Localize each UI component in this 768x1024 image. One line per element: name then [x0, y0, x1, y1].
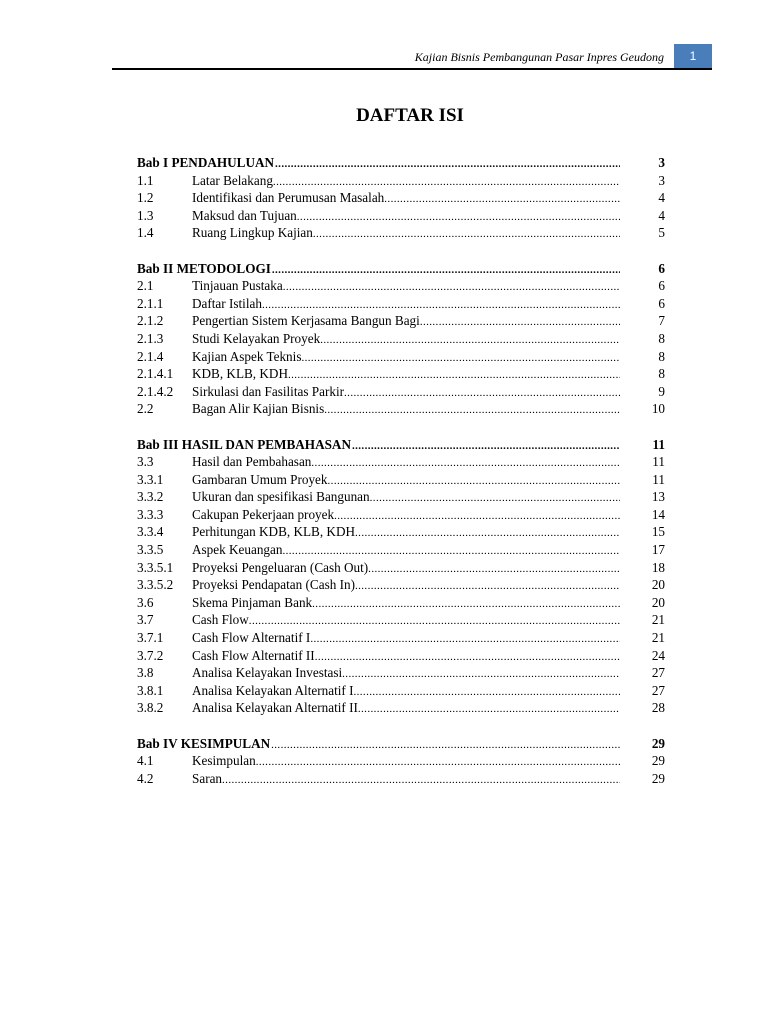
toc-entry-number: 1.2 [137, 190, 154, 206]
toc-chapter-title: Bab III HASIL DAN PEMBAHASAN [137, 436, 351, 452]
toc-chapter-row[interactable] [137, 260, 665, 278]
toc-entry-title: Studi Kelayakan Proyek [192, 330, 321, 346]
toc-leader-dots [310, 631, 620, 649]
toc-entry-number: 1.1 [137, 172, 154, 188]
toc-leader-dots [352, 438, 620, 456]
toc-entry-title: Saran [192, 770, 223, 786]
toc-entry-title: Analisa Kelayakan Alternatif I [192, 682, 354, 698]
toc-page-number: 6 [658, 278, 665, 294]
toc-page-number: 20 [651, 577, 665, 593]
toc-entry-title: Identifikasi dan Perumusan Masalah [192, 190, 385, 206]
page-title: DAFTAR ISI [356, 105, 464, 126]
toc-entry-row[interactable] [137, 682, 665, 700]
toc-entry-row[interactable] [137, 629, 665, 647]
toc-leader-dots [355, 578, 620, 596]
toc-page-number: 14 [651, 506, 665, 522]
toc-page-number: 6 [658, 260, 665, 276]
toc-entry-title: Sirkulasi dan Fasilitas Parkir [192, 383, 345, 399]
toc-entry-row[interactable] [137, 348, 665, 366]
toc-page-number: 6 [658, 295, 665, 311]
toc-page-number: 29 [651, 770, 665, 786]
toc-entry-row[interactable] [137, 752, 665, 770]
toc-entry-title: Cash Flow Alternatif I [192, 630, 311, 646]
toc-entry-row[interactable] [137, 453, 665, 471]
toc-chapter-row[interactable] [137, 436, 665, 454]
toc-entry-row[interactable] [137, 365, 665, 383]
toc-entry-row[interactable] [137, 488, 665, 506]
toc-entry-number: 3.6 [137, 594, 154, 610]
toc-leader-dots [353, 684, 620, 702]
toc-leader-dots [370, 490, 620, 508]
toc-entry-number: 1.3 [137, 207, 154, 223]
toc-leader-dots [344, 385, 620, 403]
toc-page-number: 8 [658, 366, 665, 382]
toc-entry-title: Cash Flow Alternatif II [192, 647, 315, 663]
toc-page-number: 8 [658, 348, 665, 364]
toc-entry-title: Bagan Alir Kajian Bisnis [192, 401, 325, 417]
toc-chapter-row[interactable] [137, 735, 665, 753]
toc-leader-dots [315, 649, 620, 667]
toc-entry-title: Gambaran Umum Proyek [192, 471, 328, 487]
toc-entry-title: Maksud dan Tujuan [192, 207, 297, 223]
toc-entry-number: 3.8.2 [137, 700, 164, 716]
toc-entry-row[interactable] [137, 611, 665, 629]
toc-entry-title: Cash Flow [192, 612, 249, 628]
toc-entry-number: 3.7.1 [137, 630, 164, 646]
toc-entry-number: 2.2 [137, 401, 154, 417]
toc-entry-title: Proyeksi Pendapatan (Cash In) [192, 577, 355, 593]
toc-leader-dots [420, 314, 620, 332]
toc-entry-row[interactable] [137, 541, 665, 559]
toc-page-number: 4 [658, 190, 665, 206]
toc-page-number: 3 [658, 172, 665, 188]
toc-entry-title: Proyeksi Pengeluaran (Cash Out) [192, 559, 369, 575]
toc-leader-dots [355, 525, 620, 543]
toc-leader-dots [311, 455, 620, 473]
toc-page-number: 29 [651, 753, 665, 769]
toc-entry-title: Aspek Keuangan [192, 542, 283, 558]
toc-entry-title: Daftar Istilah [192, 295, 262, 311]
toc-entry-row[interactable] [137, 224, 665, 242]
toc-page-number: 3 [658, 155, 665, 170]
toc-entry-row[interactable] [137, 172, 665, 190]
table-of-contents [137, 154, 665, 787]
toc-page-number: 21 [651, 612, 665, 628]
toc-leader-dots [324, 402, 620, 420]
toc-entry-number: 4.2 [137, 770, 154, 786]
toc-entry-title: Pengertian Sistem Kerjasama Bangun Bagi [192, 313, 420, 329]
toc-entry-row[interactable] [137, 506, 665, 524]
toc-entry-number: 2.1.4.2 [137, 383, 174, 399]
toc-leader-dots [384, 191, 620, 209]
toc-entry-number: 3.8 [137, 665, 154, 681]
toc-entry-row[interactable] [137, 576, 665, 594]
toc-entry-row[interactable] [137, 471, 665, 489]
toc-page-number: 21 [651, 630, 665, 646]
toc-entry-number: 3.3.5.2 [137, 577, 174, 593]
toc-page-number: 29 [651, 735, 665, 751]
toc-entry-title: Ruang Lingkup Kajian [192, 225, 313, 241]
toc-entry-number: 3.7.2 [137, 647, 164, 663]
toc-entry-row[interactable] [137, 699, 665, 717]
page-number-badge: 1 [674, 44, 712, 68]
toc-page-number: 11 [652, 436, 665, 452]
toc-entry-row[interactable] [137, 207, 665, 225]
toc-entry-number: 3.3.5 [137, 542, 164, 558]
toc-entry-number: 4.1 [137, 753, 154, 769]
toc-entry-title: Kajian Aspek Teknis [192, 348, 302, 364]
toc-leader-dots [368, 561, 620, 579]
toc-entry-row[interactable] [137, 647, 665, 665]
toc-entry-title: KDB, KLB, KDH [192, 366, 288, 382]
toc-page-number: 28 [651, 700, 665, 716]
toc-entry-number: 2.1.1 [137, 295, 164, 311]
toc-page-number: 5 [658, 225, 665, 241]
toc-leader-dots [328, 473, 620, 491]
toc-entry-number: 3.8.1 [137, 682, 164, 698]
toc-entry-title: Tinjauan Pustaka [192, 278, 283, 294]
toc-entry-title: Ukuran dan spesifikasi Bangunan [192, 489, 370, 505]
toc-page-number: 9 [658, 383, 665, 399]
toc-entry-number: 3.3.3 [137, 506, 164, 522]
toc-entry-number: 1.4 [137, 225, 154, 241]
toc-leader-dots [222, 772, 620, 790]
toc-leader-dots [283, 279, 620, 297]
toc-chapter-title: Bab IV KESIMPULAN [137, 735, 271, 751]
toc-entry-number: 3.3.4 [137, 524, 164, 540]
toc-page-number: 20 [651, 594, 665, 610]
toc-entry-row[interactable] [137, 295, 665, 313]
toc-leader-dots [256, 754, 620, 772]
toc-page-number: 10 [651, 401, 665, 417]
toc-page-number: 8 [658, 330, 665, 346]
toc-page-number: 27 [651, 665, 665, 681]
toc-leader-dots [301, 350, 620, 368]
toc-page-number: 27 [651, 682, 665, 698]
toc-entry-title: Hasil dan Pembahasan [192, 454, 312, 470]
toc-entry-row[interactable] [137, 277, 665, 295]
toc-entry-row[interactable] [137, 400, 665, 418]
toc-chapter-row[interactable] [137, 154, 665, 172]
toc-leader-dots [358, 701, 620, 719]
toc-entry-row[interactable] [137, 312, 665, 330]
toc-entry-row[interactable] [137, 770, 665, 788]
toc-page-number: 11 [652, 471, 665, 487]
toc-entry-row[interactable] [137, 330, 665, 348]
toc-entry-row[interactable] [137, 523, 665, 541]
toc-chapter-title: Bab I PENDAHULUAN [137, 155, 275, 170]
toc-entry-row[interactable] [137, 383, 665, 401]
toc-entry-number: 3.3.1 [137, 471, 164, 487]
toc-entry-title: Skema Pinjaman Bank [192, 594, 313, 610]
toc-page-number: 24 [651, 647, 665, 663]
toc-leader-dots [275, 156, 620, 174]
toc-entry-number: 3.3 [137, 454, 154, 470]
toc-page-number: 18 [651, 559, 665, 575]
toc-entry-title: Analisa Kelayakan Alternatif II [192, 700, 358, 716]
toc-entry-title: Analisa Kelayakan Investasi [192, 665, 343, 681]
toc-leader-dots [334, 508, 620, 526]
toc-entry-number: 2.1.2 [137, 313, 164, 329]
toc-entry-title: Cakupan Pekerjaan proyek [192, 506, 335, 522]
toc-page-number: 11 [652, 454, 665, 470]
toc-page-number: 17 [651, 542, 665, 558]
toc-entry-number: 3.7 [137, 612, 154, 628]
toc-page-number: 4 [658, 207, 665, 223]
toc-page-number: 7 [658, 313, 665, 329]
toc-leader-dots [297, 209, 620, 227]
toc-page-number: 15 [651, 524, 665, 540]
toc-entry-title: Latar Belakang [192, 172, 273, 188]
toc-entry-row[interactable] [137, 189, 665, 207]
toc-entry-number: 3.3.5.1 [137, 559, 174, 575]
toc-leader-dots [320, 332, 620, 350]
header-divider [112, 68, 712, 70]
toc-entry-title: Kesimpulan [192, 753, 256, 769]
toc-leader-dots [271, 737, 620, 755]
toc-leader-dots [313, 226, 620, 244]
toc-entry-row[interactable] [137, 594, 665, 612]
toc-entry-number: 2.1.3 [137, 330, 164, 346]
toc-entry-row[interactable] [137, 664, 665, 682]
toc-entry-row[interactable] [137, 559, 665, 577]
toc-page-number: 13 [651, 489, 665, 505]
toc-leader-dots [342, 666, 620, 684]
toc-leader-dots [272, 262, 620, 280]
toc-entry-number: 2.1 [137, 278, 154, 294]
toc-leader-dots [312, 596, 620, 614]
toc-entry-number: 2.1.4.1 [137, 366, 174, 382]
toc-chapter-title: Bab II METODOLOGI [137, 260, 271, 276]
toc-entry-number: 3.3.2 [137, 489, 164, 505]
running-header-title: Kajian Bisnis Pembangunan Pasar Inpres Geudong [414, 50, 664, 64]
toc-entry-title: Perhitungan KDB, KLB, KDH [192, 524, 356, 540]
toc-entry-number: 2.1.4 [137, 348, 164, 364]
